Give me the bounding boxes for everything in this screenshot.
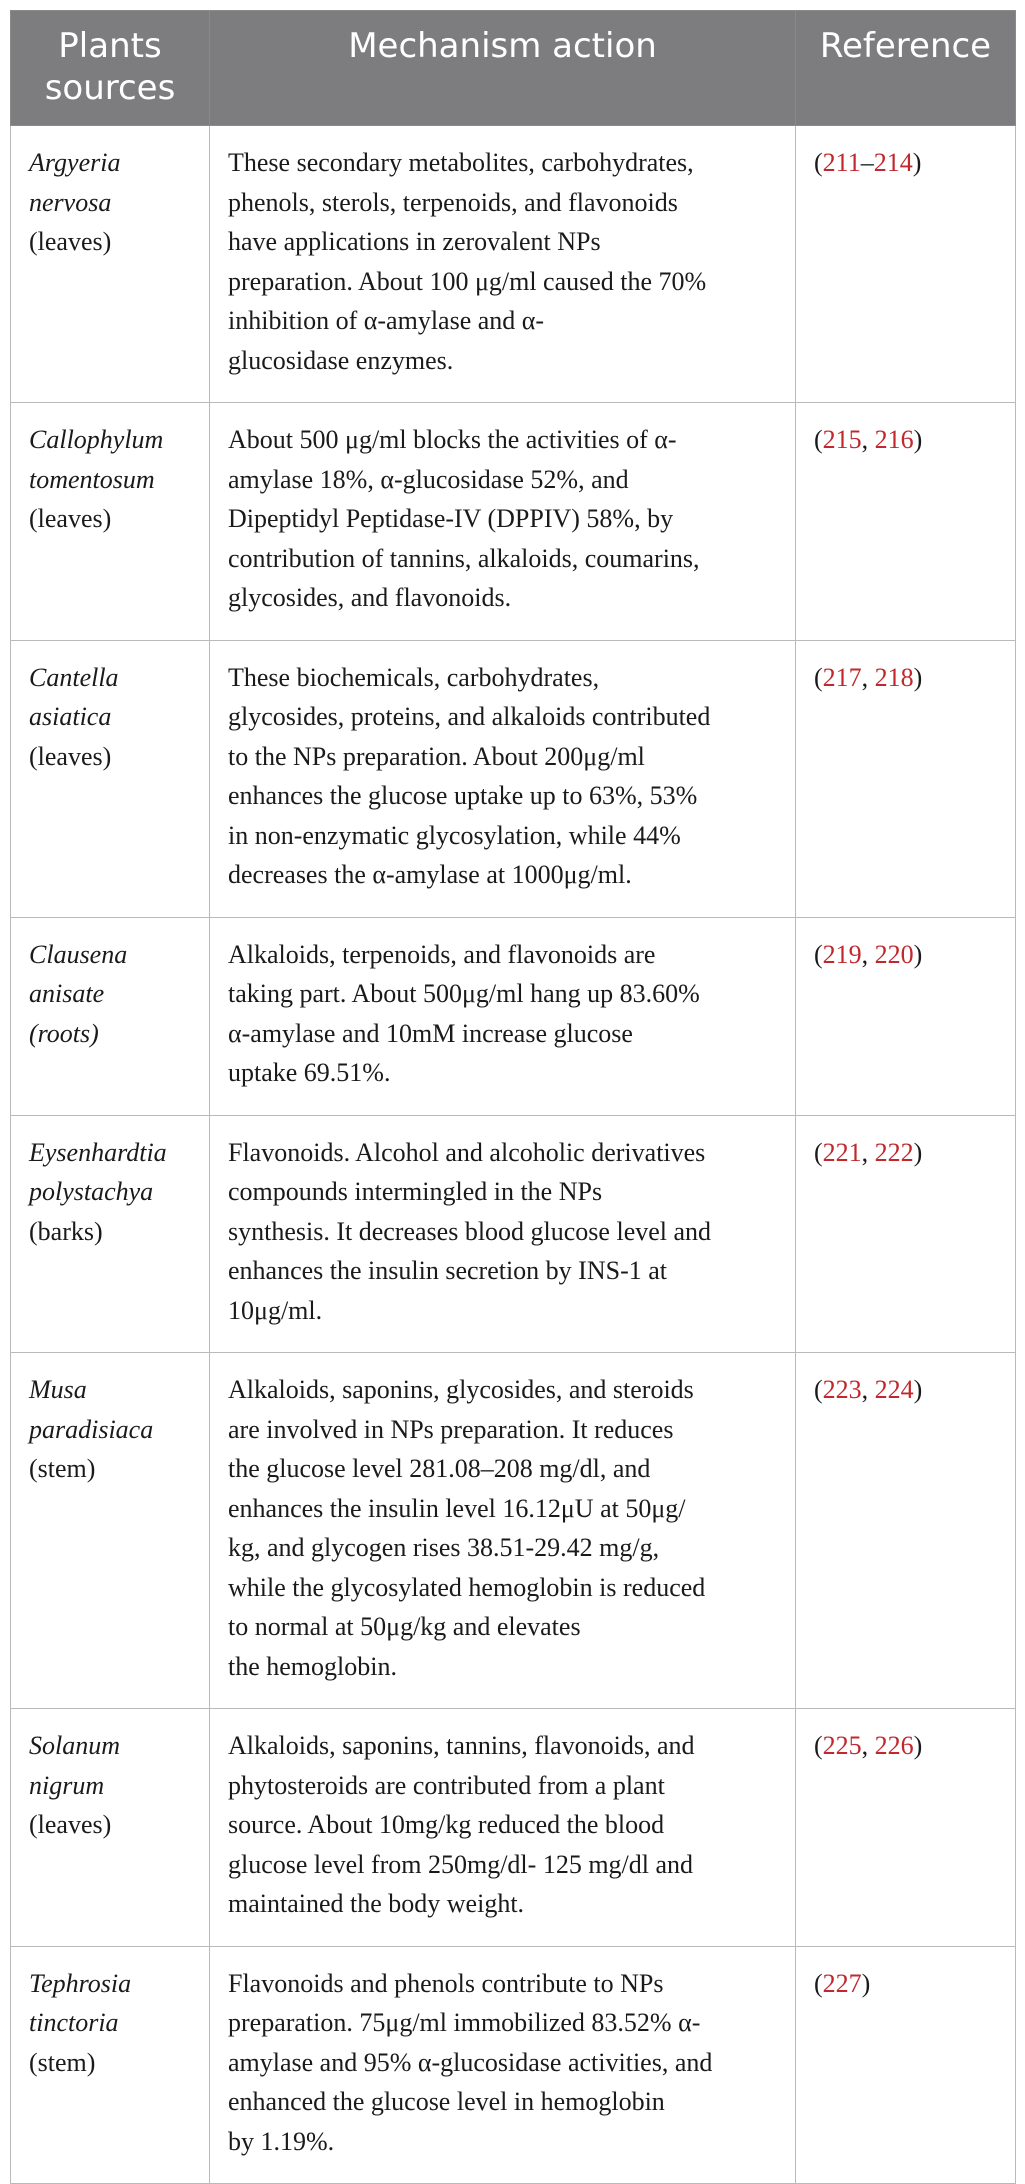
table-row — [11, 403, 1016, 641]
plant-part: (leaves) — [29, 504, 112, 533]
table-row — [11, 917, 1016, 1115]
reference-link[interactable]: 224 — [874, 1375, 914, 1404]
mechanism-cell: Flavonoids and phenols contribute to NPs preparation. 75μg/ml immobilized 83.52% α- amylase and 95% α-glucosidase activities, and enhanced the glucose level in hemoglobin by 1.19%. — [210, 1946, 796, 2184]
header-mechanism-action: Mechanism action — [210, 11, 796, 126]
plant-part: (leaves) — [29, 741, 112, 771]
reference-separator: , — [861, 425, 875, 454]
plant-source-cell — [11, 1709, 210, 1947]
reference-link[interactable]: 219 — [822, 939, 862, 969]
reference-link[interactable]: 217 — [822, 662, 862, 692]
table-row — [11, 1353, 1016, 1709]
reference-link[interactable]: 218 — [874, 662, 914, 692]
table-header-row — [11, 11, 1016, 126]
plant-part: (roots) — [29, 1018, 99, 1048]
reference-cell: (219, 220) — [796, 917, 1016, 1115]
plant-genus: Solanum — [29, 1731, 120, 1760]
reference-link[interactable]: 220 — [874, 939, 914, 969]
plant-genus: Tephrosia — [29, 1968, 132, 1998]
reference-separator: – — [860, 148, 874, 177]
plant-source-cell — [11, 917, 210, 1115]
reference-separator: , — [861, 1375, 875, 1404]
mechanism-cell: These secondary metabolites, carbohydrates, phenols, sterols, terpenoids, and flavonoids have applications in zerovalent NPs preparation. About 100 μg/ml caused the 70% inhibition of α-amylase and α- glucosidase enzymes. — [210, 126, 796, 403]
reference-separator: , — [861, 662, 875, 692]
plant-species: tomentosum — [29, 464, 155, 494]
table-row — [11, 1709, 1016, 1947]
reference-link[interactable]: 227 — [822, 1968, 862, 1998]
mechanism-cell: About 500 μg/ml blocks the activities of α- amylase 18%, α-glucosidase 52%, and Dipeptidyl Peptidase-IV (DPPIV) 58%, by contribution of tannins, alkaloids, coumarins, glycosides, and flavonoids. — [210, 403, 796, 641]
plant-source-cell — [11, 1353, 210, 1709]
reference-cell: (221, 222) — [796, 1115, 1016, 1353]
reference-cell: (223, 224) — [796, 1353, 1016, 1709]
reference-cell: (227) — [796, 1946, 1016, 2184]
reference-link[interactable]: 226 — [874, 1731, 914, 1760]
table-body — [11, 126, 1016, 2184]
plant-part: (stem) — [29, 2047, 96, 2077]
plant-source-cell — [11, 403, 210, 641]
table-row — [11, 640, 1016, 917]
reference-cell: (217, 218) — [796, 640, 1016, 917]
reference-link[interactable]: 215 — [822, 425, 862, 454]
plant-source-cell — [11, 640, 210, 917]
reference-link[interactable]: 221 — [822, 1137, 862, 1167]
plant-genus: Clausena — [29, 939, 128, 969]
plant-species: paradisiaca — [29, 1414, 154, 1444]
table-row — [11, 1946, 1016, 2184]
plant-species: nervosa — [29, 187, 112, 217]
plant-part: (barks) — [29, 1216, 103, 1246]
plant-species: anisate — [29, 979, 105, 1008]
plant-species: asiatica — [29, 702, 112, 731]
plant-source-cell — [11, 1115, 210, 1353]
plant-mechanism-table — [10, 10, 1016, 2184]
reference-cell: (215, 216) — [796, 403, 1016, 641]
plant-part: (leaves) — [29, 227, 112, 256]
reference-link[interactable]: 211 — [822, 148, 861, 177]
plant-species: nigrum — [29, 1770, 105, 1800]
plant-source-cell — [11, 126, 210, 403]
plant-genus: Eysenhardtia — [29, 1137, 167, 1167]
reference-link[interactable]: 223 — [822, 1375, 862, 1404]
plant-part: (leaves) — [29, 1810, 112, 1839]
plant-genus: Argyeria — [29, 148, 121, 177]
reference-cell: (225, 226) — [796, 1709, 1016, 1947]
plant-species: tinctoria — [29, 2008, 119, 2037]
reference-separator: , — [861, 1731, 875, 1760]
reference-link[interactable]: 214 — [873, 148, 913, 177]
reference-link[interactable]: 222 — [874, 1137, 914, 1167]
reference-separator: , — [861, 1137, 875, 1167]
reference-link[interactable]: 216 — [874, 425, 914, 454]
table-row — [11, 126, 1016, 403]
header-reference: Reference — [796, 11, 1016, 126]
plant-genus: Cantella — [29, 662, 119, 692]
plant-genus: Callophylum — [29, 425, 164, 454]
mechanism-cell: Alkaloids, saponins, tannins, flavonoids, and phytosteroids are contributed from a plant source. About 10mg/kg reduced the blood glucose level from 250mg/dl- 125 mg/dl and maintained the body weight. — [210, 1709, 796, 1947]
mechanism-cell: Flavonoids. Alcohol and alcoholic derivatives compounds intermingled in the NPs synthesis. It decreases blood glucose level and enhances the insulin secretion by INS-1 at 10μg/ml. — [210, 1115, 796, 1353]
table-row — [11, 1115, 1016, 1353]
plant-species: polystachya — [29, 1177, 154, 1206]
mechanism-cell: These biochemicals, carbohydrates, glycosides, proteins, and alkaloids contributed to the NPs preparation. About 200μg/ml enhances the glucose uptake up to 63%, 53% in non-enzymatic glycosylation, while 44% decreases the α-amylase at 1000μg/ml. — [210, 640, 796, 917]
plant-source-cell — [11, 1946, 210, 2184]
header-plants-sources: Plants sources — [11, 11, 210, 126]
reference-cell: (211–214) — [796, 126, 1016, 403]
mechanism-cell: Alkaloids, saponins, glycosides, and steroids are involved in NPs preparation. It reduces the glucose level 281.08–208 mg/dl, and enhances the insulin level 16.12μU at 50μg/ kg, and glycogen rises 38.51-29.42 mg/g, while the glycosylated hemoglobin is reduced to normal at 50μg/kg and elevates the hemoglobin. — [210, 1353, 796, 1709]
plant-part: (stem) — [29, 1454, 96, 1483]
plant-genus: Musa — [29, 1375, 87, 1404]
mechanism-cell: Alkaloids, terpenoids, and flavonoids are taking part. About 500μg/ml hang up 83.60% α-amylase and 10mM increase glucose uptake 69.51%. — [210, 917, 796, 1115]
reference-link[interactable]: 225 — [822, 1731, 862, 1760]
reference-separator: , — [861, 939, 875, 969]
